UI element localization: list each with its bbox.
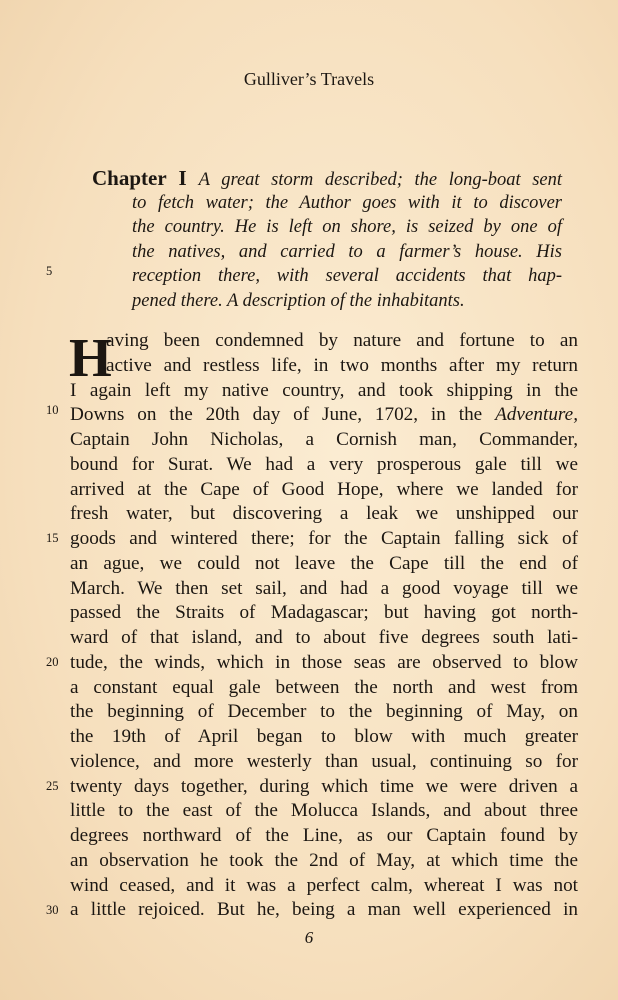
body-line: March. We then set sail, and had a good voyage till we: [70, 577, 578, 599]
body-line: violence, and more westerly than usual, continuing so for: [70, 750, 578, 772]
line-number: 20: [46, 655, 59, 669]
line-number: 15: [46, 531, 59, 545]
body-line: Captain John Nicholas, a Cornish man, Commander,: [70, 429, 578, 450]
body-line: I again left my native country, and took shipping in the: [70, 379, 578, 401]
body-line: wind ceased, and it was a perfect calm, whereat I was not: [70, 874, 578, 896]
chapter-summary: [92, 166, 562, 314]
body-line: ward of that island, and to about five degrees south lati-: [70, 627, 578, 648]
body-line: aving been condemned by nature and fortune to an: [106, 330, 578, 351]
body-text: [70, 329, 578, 923]
chapter-summary-line: the natives, and carried to a farmer’s house. His: [132, 241, 562, 262]
line-number: 30: [46, 903, 59, 917]
body-line: little to the east of the Molucca Islands, and about three: [70, 800, 578, 822]
chapter-label: Chapter I: [92, 166, 187, 190]
body-line: the beginning of December to the beginning of May, on: [70, 701, 578, 723]
line-number: 25: [46, 779, 59, 793]
body-line: bound for Surat. We had a very prosperous gale till we: [70, 453, 578, 475]
running-head: Gulliver’s Travels: [243, 69, 375, 89]
body-line: degrees northward of the Line, as our Captain found by: [70, 825, 578, 846]
body-line: arrived at the Cape of Good Hope, where we landed for: [70, 478, 578, 500]
line-number: 10: [46, 403, 59, 417]
chapter-summary-text: A great storm described; the long-boat sent: [198, 170, 563, 190]
body-line: [70, 403, 578, 428]
ship-name: Adventure,: [495, 404, 578, 426]
body-line: tude, the winds, which in those seas are observed to blow: [70, 651, 578, 673]
body-line: fresh water, but discovering a leak we unshipped our: [70, 503, 578, 525]
chapter-summary-line: [92, 166, 562, 191]
body-line: an ague, we could not leave the Cape till the end of: [70, 552, 578, 574]
line-number: 5: [46, 264, 53, 278]
page-number: 6: [304, 928, 314, 947]
body-line: active and restless life, in two months after my return: [106, 354, 578, 376]
body-line: a little rejoiced. But he, being a man well experienced in: [70, 899, 578, 921]
body-line: goods and wintered there; for the Captain falling sick of: [70, 528, 578, 549]
chapter-summary-line: pened there. A description of the inhabitants.: [132, 290, 465, 311]
body-line-text: Downs on the 20th day of June, 1702, in the: [70, 404, 496, 426]
body-line: twenty days together, during which time we were driven a: [70, 775, 578, 797]
body-line: a constant equal gale between the north and west from: [70, 676, 578, 698]
body-line: the 19th of April began to blow with much greater: [70, 726, 578, 747]
body-line: passed the Straits of Madagascar; but having got north-: [70, 602, 578, 624]
chapter-summary-line: reception there, with several accidents that hap-: [132, 266, 562, 287]
chapter-summary-line: the country. He is left on shore, is seized by one of: [132, 217, 562, 238]
body-line: an observation he took the 2nd of May, at which time the: [70, 849, 578, 871]
drop-cap: H: [69, 327, 112, 388]
chapter-summary-line: to fetch water; the Author goes with it to discover: [132, 192, 562, 213]
